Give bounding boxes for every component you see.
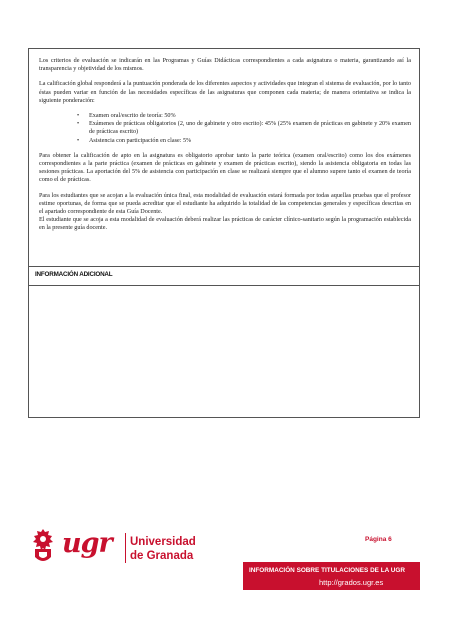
weighting-list bbox=[39, 112, 411, 145]
granada-crest-icon bbox=[30, 527, 56, 567]
degrees-info-banner[interactable] bbox=[243, 562, 420, 590]
page-footer bbox=[28, 522, 420, 592]
evaluation-paragraph: Para los estudiantes que se acojan a la evaluación única final, esta modalidad de evaluación estará formada por todas aquellas pruebas que el profesor estime oportunas, de forma que se pueda acreditar que el estudiante ha adquirido la totalidad de las competencias generales y específicas descritas en el apartado correspondiente de esta Guía Docente. bbox=[39, 192, 411, 216]
page-number: Página 6 bbox=[365, 536, 392, 543]
section-divider bbox=[29, 266, 419, 267]
bullet-icon: • bbox=[77, 121, 80, 128]
additional-info-heading: INFORMACIÓN ADICIONAL bbox=[35, 271, 113, 278]
list-item: • Exámenes de prácticas obligatorios (2, uno de gabinete y otro escrito): 45% (25% examen de prácticas en gabinete y 20% examen de prácticas escrito) bbox=[77, 121, 411, 136]
list-item: • Asistencia con participación en clase: 5% bbox=[77, 137, 192, 144]
evaluation-section bbox=[29, 49, 419, 266]
evaluation-paragraph: La calificación global responderá a la puntuación ponderada de los diferentes aspectos y actividades que integran el sistema de evaluación, por lo tanto éstas pueden variar en función de las necesidades específicas de las asignaturas que componen cada materia; de manera orientativa se indica la siguiente ponderación: bbox=[39, 81, 411, 104]
list-item: • Examen oral/escrito de teoría: 50% bbox=[77, 113, 176, 120]
ugr-logo bbox=[30, 527, 210, 587]
logo-divider bbox=[125, 533, 126, 563]
bullet-icon: • bbox=[77, 137, 80, 144]
section-divider bbox=[29, 285, 419, 286]
university-name: Universidad bbox=[130, 536, 196, 548]
university-city: de Granada bbox=[130, 550, 194, 562]
evaluation-paragraph: Los criterios de evaluación se indicarán en las Programas y Guías Didácticas correspondientes a cada asignatura o materia, garantizando así la transparencia y objetividad de los mismos. bbox=[39, 58, 411, 73]
banner-title: INFORMACIÓN SOBRE TITULACIONES DE LA UGR bbox=[249, 567, 405, 574]
document-table bbox=[28, 48, 420, 418]
evaluation-paragraph: El estudiante que se acoja a esta modalidad de evaluación deberá realizar las prácticas de carácter clínico-sanitario según la programación establecida en la presente guía docente. bbox=[39, 217, 411, 232]
ugr-wordmark: ugr bbox=[62, 528, 112, 559]
evaluation-paragraph: Para obtener la calificación de apto en la asignatura es obligatorio aprobar tanto la parte teórica (examen oral/escrito) como los dos exámenes correspondientes a la parte práctica (examen de prácticas en gabinete y examen de prácticas escrito), siendo la asistencia obligatoria en todas las sesiones prácticas. La aportación del 5% de asistencia con participación en clase se realizará siempre que el alumno supere tanto el examen de teoría como el de prácticas. bbox=[39, 152, 411, 184]
bullet-icon: • bbox=[77, 113, 80, 120]
banner-url[interactable]: http://grados.ugr.es bbox=[319, 578, 384, 587]
